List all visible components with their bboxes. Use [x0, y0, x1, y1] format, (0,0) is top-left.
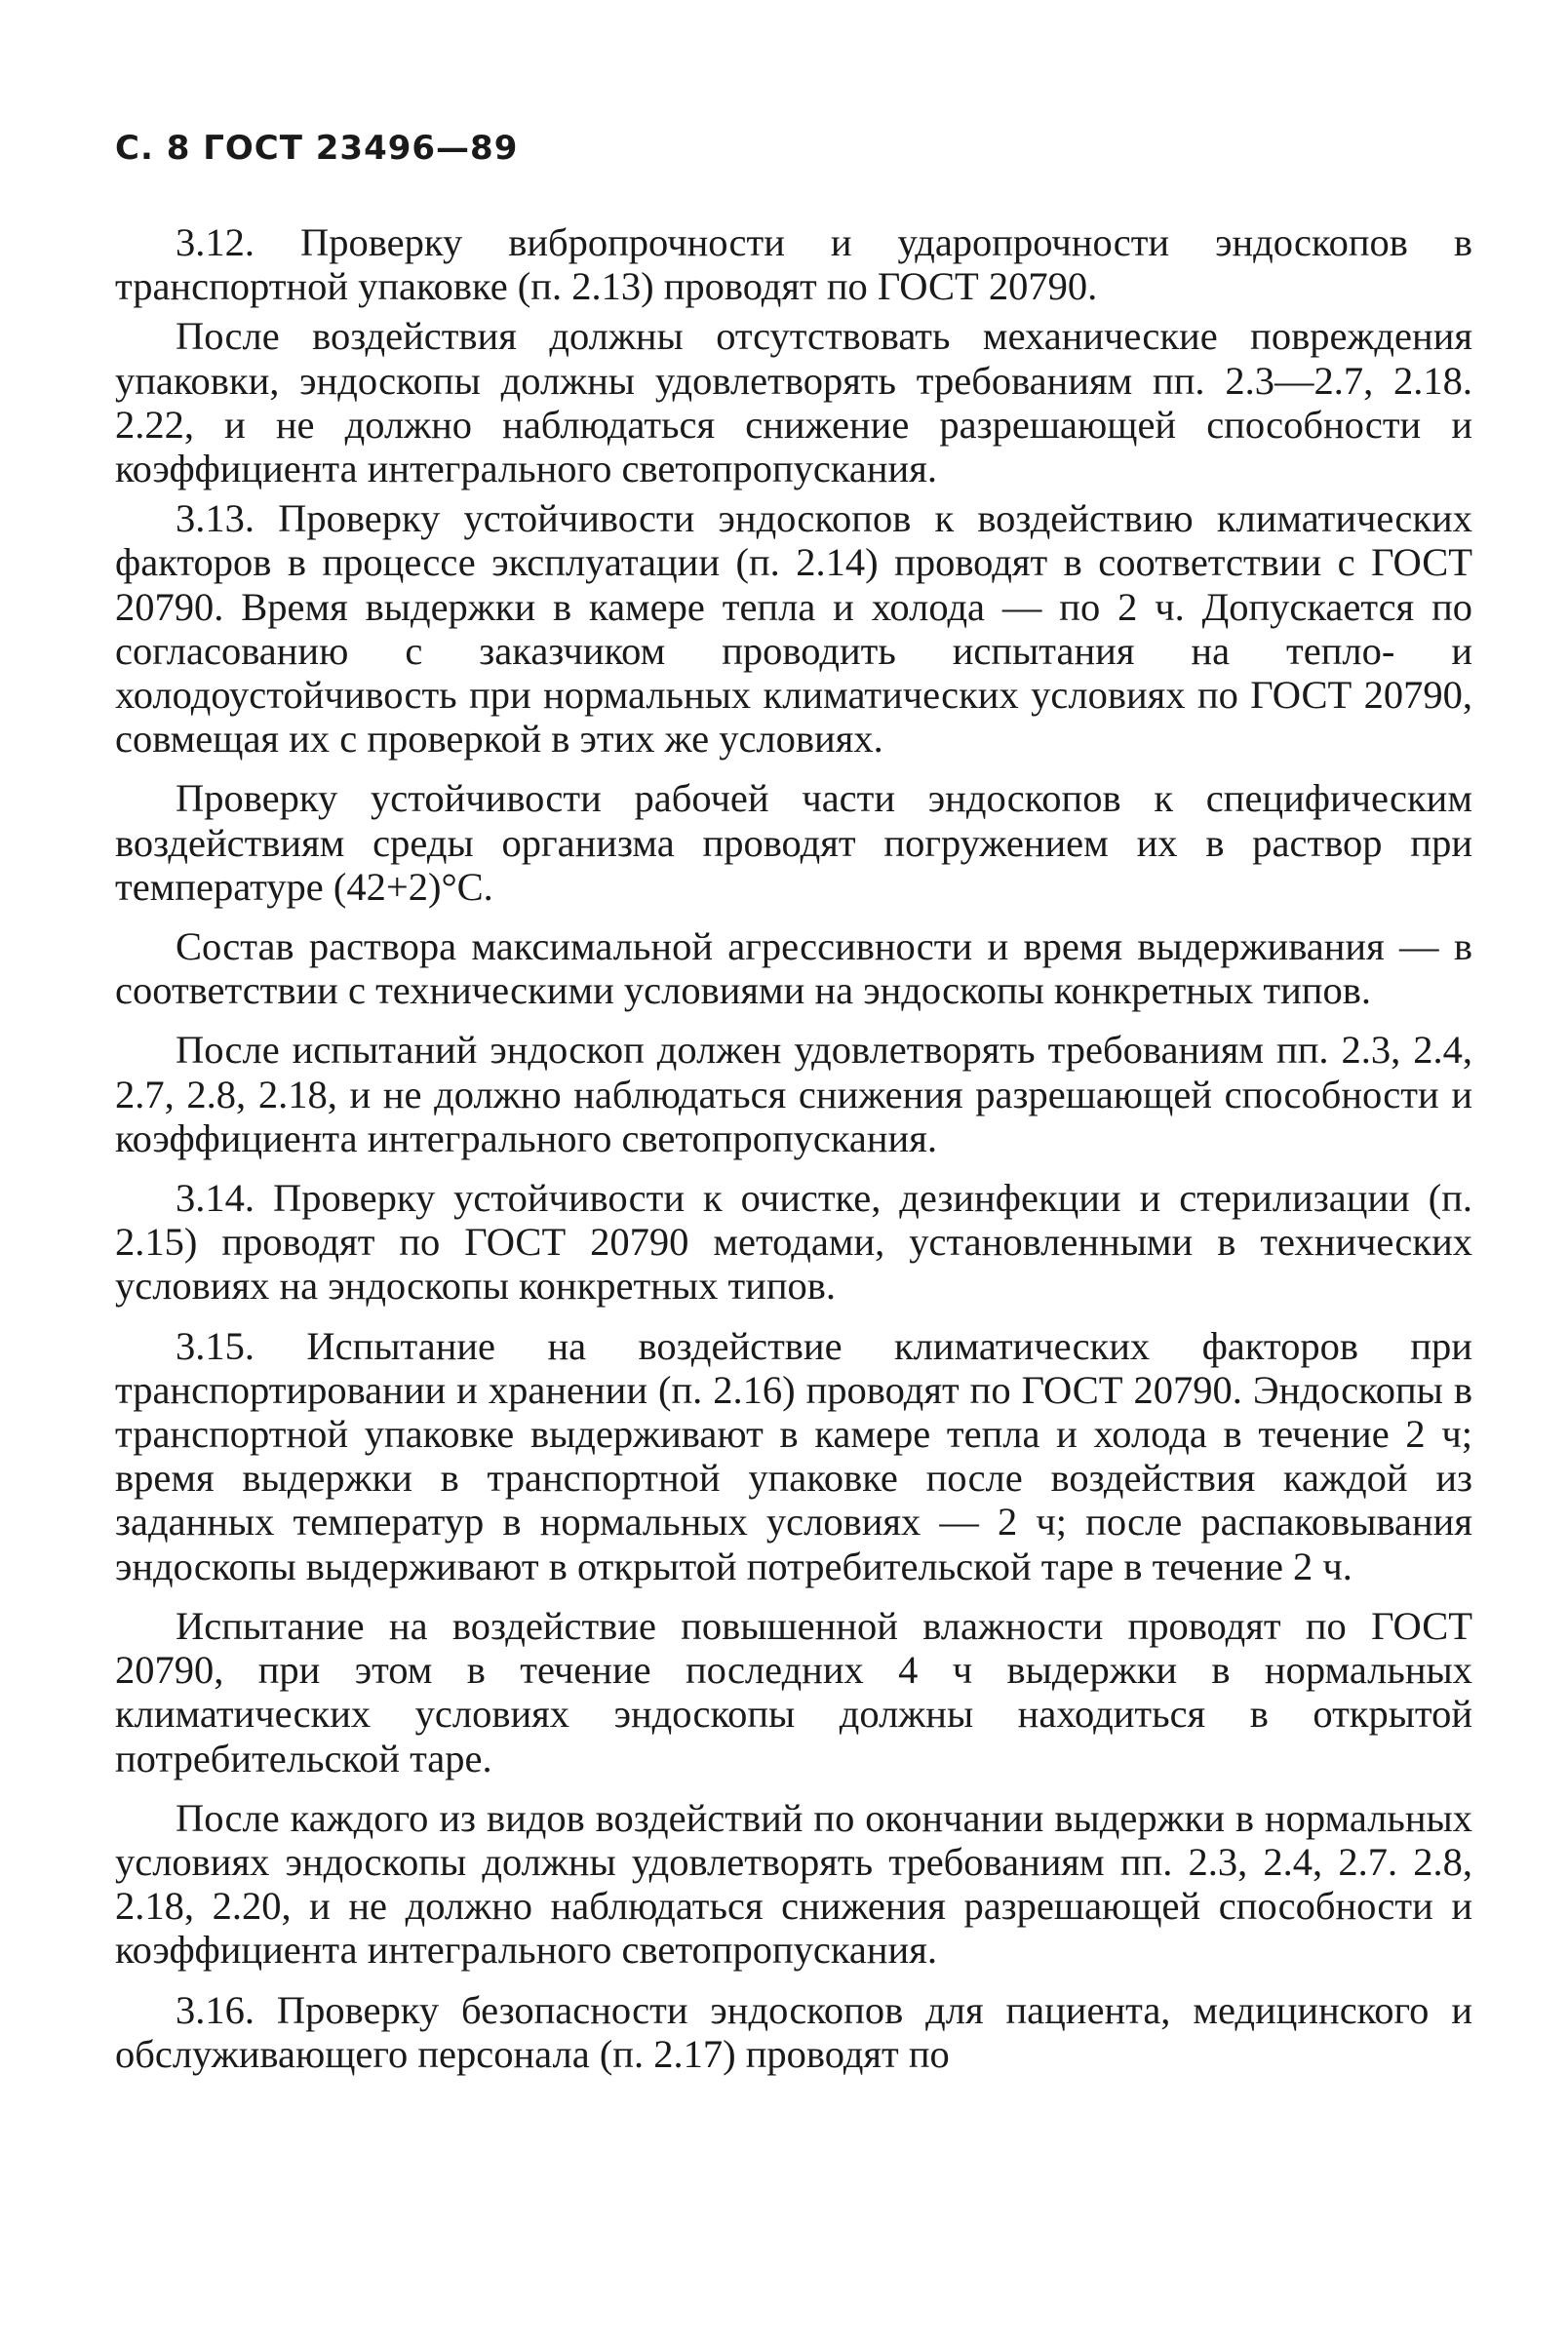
document-body	[115, 220, 1472, 2076]
paragraph: После воздействия должны отсутствовать механические повреждения упаковки, эндоскопы должны удовлетворять требованиям пп. 2.3—2.7, 2.18. 2.22, и не должно наблюдаться снижение разрешающей способности и коэффициента интегрального светопропускания.	[115, 314, 1472, 491]
page-header: С. 8 ГОСТ 23496—89	[115, 129, 519, 168]
paragraph-3-12: 3.12. Проверку вибропрочности и ударопрочности эндоскопов в транспортной упаковке (п. 2.13) проводят по ГОСТ 20790.	[115, 220, 1472, 309]
paragraph-3-16: 3.16. Проверку безопасности эндоскопов для пациента, медицинского и обслуживающего персонала (п. 2.17) проводят по	[115, 1987, 1472, 2076]
paragraph: Испытание на воздействие повышенной влажности проводят по ГОСТ 20790, при этом в течение последних 4 ч выдержки в нормальных климатических условиях эндоскопы должны находиться в открытой потребительской таре.	[115, 1603, 1472, 1780]
document-page	[115, 125, 1472, 2082]
paragraph: Проверку устойчивости рабочей части эндоскопов к специфическим воздействиям среды организма проводят погружением их в раствор при температуре (42+2)°С.	[115, 776, 1472, 909]
paragraph: После испытаний эндоскоп должен удовлетворять требованиям пп. 2.3, 2.4, 2.7, 2.8, 2.18, и не должно наблюдаться снижения разрешающей способности и коэффициента интегрального светопропускания.	[115, 1028, 1472, 1160]
paragraph: После каждого из видов воздействий по окончании выдержки в нормальных условиях эндоскопы должны удовлетворять требованиям пп. 2.3, 2.4, 2.7. 2.8, 2.18, 2.20, и не должно наблюдаться снижения разрешающей способности и коэффициента интегрального светопропускания.	[115, 1795, 1472, 1973]
paragraph-3-15: 3.15. Испытание на воздействие климатических факторов при транспортировании и хранении (п. 2.16) проводят по ГОСТ 20790. Эндоскопы в транспортной упаковке выдерживают в камере тепла и холода в течение 2 ч; время выдержки в транспортной упаковке после воздействия каждой из заданных температур в нормальных условиях — 2 ч; после распаковывания эндоскопы выдерживают в открытой потребительской таре в течение 2 ч.	[115, 1323, 1472, 1588]
paragraph: Состав раствора максимальной агрессивности и время выдерживания — в соответствии с техническими условиями на эндоскопы конкретных типов.	[115, 924, 1472, 1013]
paragraph-3-13: 3.13. Проверку устойчивости эндоскопов к воздействию климатических факторов в процессе эксплуатации (п. 2.14) проводят в соответствии с ГОСТ 20790. Время выдержки в камере тепла и холода — по 2 ч. Допускается по согласованию с заказчиком проводить испытания на тепло- и холодоустойчивость при нормальных климатических условиях по ГОСТ 20790, совмещая их с проверкой в этих же условиях.	[115, 496, 1472, 762]
paragraph-3-14: 3.14. Проверку устойчивости к очистке, дезинфекции и стерилизации (п. 2.15) проводят по ГОСТ 20790 методами, установленными в технических условиях на эндоскопы конкретных типов.	[115, 1176, 1472, 1309]
